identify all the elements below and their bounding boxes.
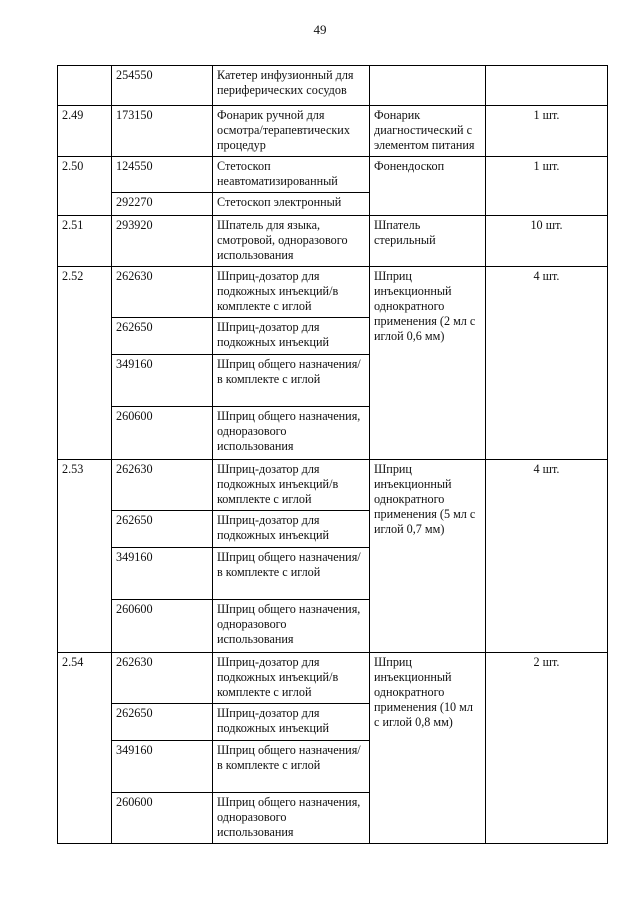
quantity-cell: 4 шт. [486, 460, 608, 653]
item-name-cell: Фонарик ручной для осмотра/терапевтических процедур [213, 106, 370, 157]
table-row [58, 460, 608, 511]
item-number-cell: 2.51 [58, 216, 112, 267]
item-name-cell: Шприц-дозатор для подкожных инъекций [213, 318, 370, 355]
code-cell: 293920 [112, 216, 213, 267]
item-type-cell: Шприц инъекционный однократного применения (5 мл с иглой 0,7 мм) [370, 460, 486, 653]
page-number: 49 [313, 22, 327, 37]
item-type-cell: Шприц инъекционный однократного применения (2 мл с иглой 0,6 мм) [370, 267, 486, 460]
item-type-cell: Шпатель стерильный [370, 216, 486, 267]
code-cell: 260600 [112, 407, 213, 460]
code-cell: 262650 [112, 318, 213, 355]
item-name-cell: Стетоскоп неавтоматизированный [213, 157, 370, 193]
item-number-cell: 2.50 [58, 157, 112, 216]
quantity-cell: 2 шт. [486, 653, 608, 844]
equipment-table [57, 65, 608, 844]
quantity-cell: 10 шт. [486, 216, 608, 267]
table-row [58, 157, 608, 193]
item-type-cell: Фонендоскоп [370, 157, 486, 216]
item-name-cell: Шприц-дозатор для подкожных инъекций/в комплекте с иглой [213, 460, 370, 511]
code-cell: 262650 [112, 704, 213, 741]
code-cell: 262650 [112, 511, 213, 548]
code-cell: 349160 [112, 548, 213, 600]
item-name-cell: Шприц общего назначения, одноразового использования [213, 600, 370, 653]
code-cell: 349160 [112, 355, 213, 407]
quantity-cell: 4 шт. [486, 267, 608, 460]
code-cell: 260600 [112, 600, 213, 653]
table-row [58, 216, 608, 267]
item-number-cell: 2.49 [58, 106, 112, 157]
item-name-cell: Шпатель для языка, смотровой, одноразового использования [213, 216, 370, 267]
table-row [58, 66, 608, 106]
code-cell: 262630 [112, 460, 213, 511]
table-row [58, 267, 608, 318]
item-name-cell: Шприц-дозатор для подкожных инъекций [213, 511, 370, 548]
quantity-cell: 1 шт. [486, 106, 608, 157]
item-name-cell: Шприц общего назначения/в комплекте с иглой [213, 548, 370, 600]
item-name-cell: Шприц-дозатор для подкожных инъекций/в комплекте с иглой [213, 653, 370, 704]
item-name-cell: Шприц общего назначения/в комплекте с иглой [213, 741, 370, 793]
code-cell: 262630 [112, 653, 213, 704]
item-number-cell: 2.54 [58, 653, 112, 844]
table-row [58, 653, 608, 704]
code-cell: 292270 [112, 193, 213, 216]
item-name-cell: Стетоскоп электронный [213, 193, 370, 216]
item-name-cell: Шприц-дозатор для подкожных инъекций/в комплекте с иглой [213, 267, 370, 318]
code-cell: 349160 [112, 741, 213, 793]
item-name-cell: Шприц общего назначения/в комплекте с иглой [213, 355, 370, 407]
item-name-cell: Шприц общего назначения, одноразового использования [213, 407, 370, 460]
table-row [58, 106, 608, 157]
quantity-cell [486, 66, 608, 106]
item-name-cell: Катетер инфузионный для периферических сосудов [213, 66, 370, 106]
item-name-cell: Шприц-дозатор для подкожных инъекций [213, 704, 370, 741]
item-number-cell [58, 66, 112, 106]
code-cell: 262630 [112, 267, 213, 318]
code-cell: 124550 [112, 157, 213, 193]
item-type-cell: Шприц инъекционный однократного применения (10 мл с иглой 0,8 мм) [370, 653, 486, 844]
table-body [58, 66, 608, 844]
item-type-cell [370, 66, 486, 106]
quantity-cell: 1 шт. [486, 157, 608, 216]
item-number-cell: 2.52 [58, 267, 112, 460]
code-cell: 173150 [112, 106, 213, 157]
item-number-cell: 2.53 [58, 460, 112, 653]
item-type-cell: Фонарик диагностический с элементом питания [370, 106, 486, 157]
item-name-cell: Шприц общего назначения, одноразового использования [213, 793, 370, 844]
code-cell: 260600 [112, 793, 213, 844]
code-cell: 254550 [112, 66, 213, 106]
